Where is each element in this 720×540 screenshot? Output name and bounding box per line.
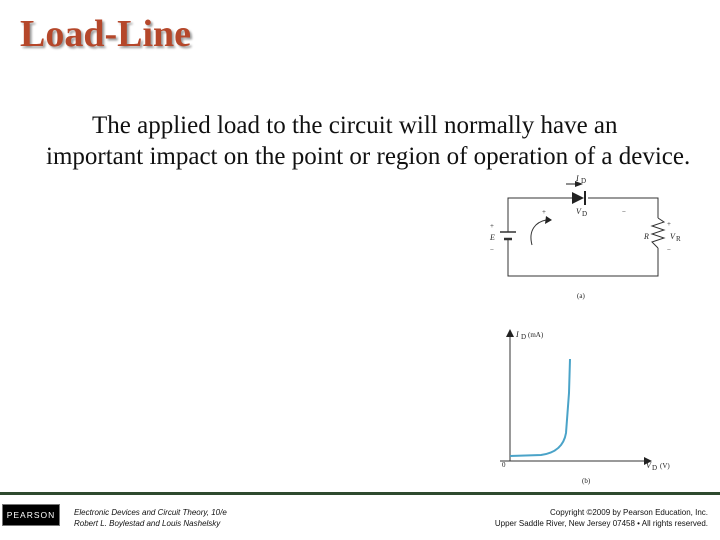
circuit-diagram (480, 170, 690, 305)
diode-plus: + (542, 208, 546, 216)
y-axis-label: I (516, 330, 519, 339)
diode-current-label: I (576, 174, 579, 183)
resistor-label: R (644, 232, 649, 241)
x-axis-unit: (V) (660, 462, 670, 470)
resistor-voltage-label: V (670, 232, 675, 241)
book-citation (74, 507, 227, 529)
book-authors-line: Robert L. Boylestad and Louis Nashelsky (74, 519, 221, 528)
y-axis-arrow (506, 329, 514, 337)
source-plus: + (490, 222, 494, 230)
copyright-notice (495, 507, 708, 529)
copyright-line-1: Copyright ©2009 by Pearson Education, Inc. (550, 508, 708, 517)
copyright-line-2: Upper Saddle River, New Jersey 07458 • All rights reserved. (494, 519, 708, 528)
source-label: E (490, 233, 495, 242)
x-axis-label: V (646, 461, 651, 470)
diode-voltage-sub: D (582, 210, 588, 218)
body-paragraph: The applied load to the circuit will normally have an important impact on the point or region of operation of a device. (46, 112, 691, 170)
origin-label: 0 (502, 461, 506, 469)
diode-characteristic-plot (486, 325, 686, 490)
source-minus: − (490, 246, 494, 254)
slide-title: Load-Line (20, 13, 192, 55)
footer-divider (0, 492, 720, 495)
x-axis-sub: D (652, 464, 658, 472)
diode-curve (510, 359, 570, 456)
y-axis-sub: D (521, 333, 527, 341)
resistor-voltage-sub: R (676, 235, 681, 243)
diode-minus: − (622, 208, 626, 216)
book-title-line: Electronic Devices and Circuit Theory, 10/e (74, 508, 227, 517)
y-axis-unit: (mA) (528, 331, 544, 339)
diode-voltage-label: V (576, 207, 581, 216)
figure-a-caption: (a) (577, 292, 585, 300)
resistor-plus: + (667, 220, 671, 228)
figure-b-caption: (b) (582, 477, 591, 485)
pearson-logo: PEARSON (2, 504, 60, 526)
resistor-minus: − (667, 246, 671, 254)
diode-current-sub: D (581, 177, 587, 185)
